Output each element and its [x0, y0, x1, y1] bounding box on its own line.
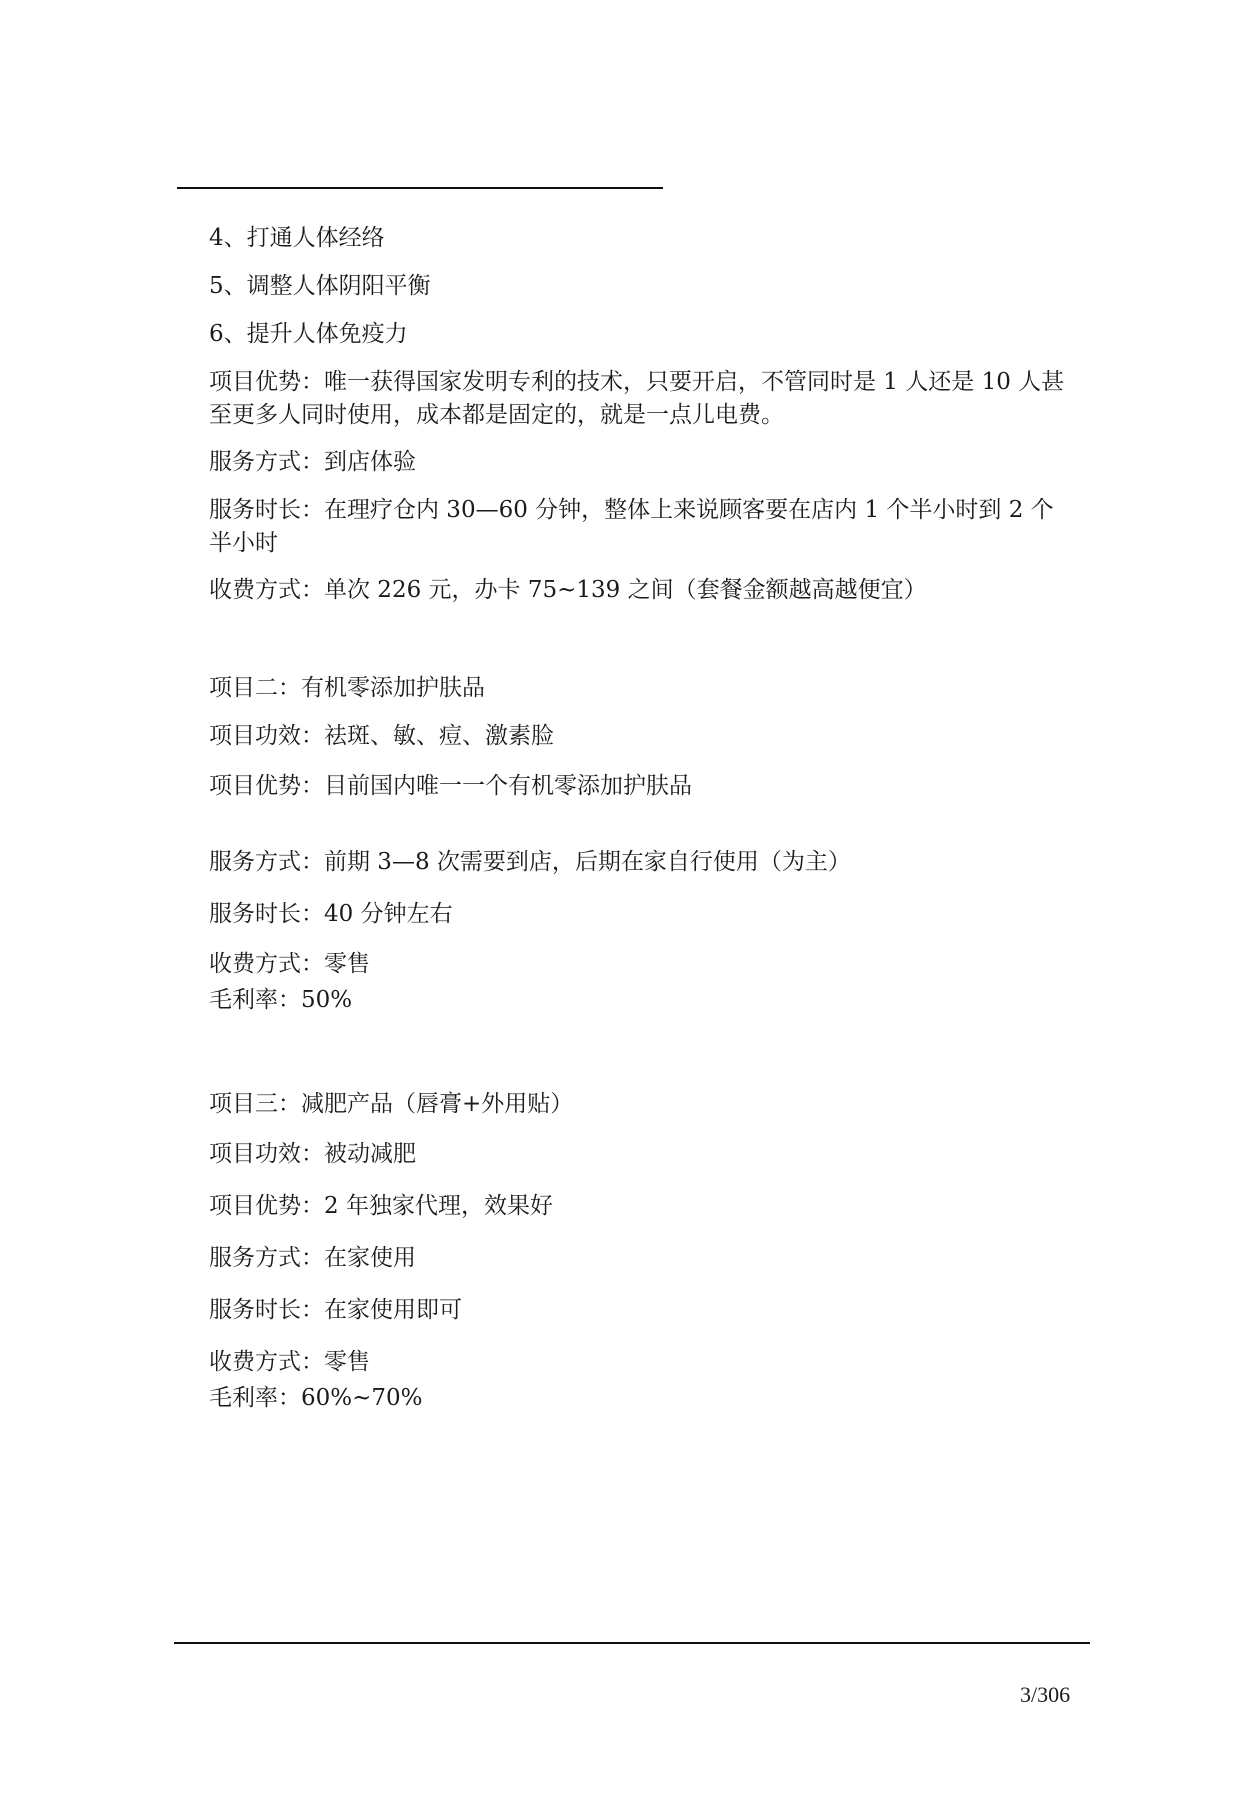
footer-rule [174, 1642, 1090, 1644]
project2-effect: 项目功效：祛斑、敏、痘、激素脸 [209, 723, 554, 749]
project2-service-duration: 服务时长：40 分钟左右 [209, 901, 453, 927]
project2-title: 项目二：有机零添加护肤品 [209, 675, 485, 701]
project2-service-method: 服务方式：前期 3—8 次需要到店，后期在家自行使用（为主） [209, 849, 851, 875]
benefit-item-5: 5、调整人体阴阳平衡 [209, 273, 431, 299]
project1-fee: 收费方式：单次 226 元，办卡 75~139 之间（套餐金额越高越便宜） [209, 577, 927, 603]
project2-margin: 毛利率：50% [209, 987, 353, 1013]
benefit-item-4: 4、打通人体经络 [209, 225, 385, 251]
header-rule [177, 187, 663, 189]
project3-advantage: 项目优势：2 年独家代理，效果好 [209, 1193, 553, 1219]
project1-service-method: 服务方式：到店体验 [209, 449, 416, 475]
project3-service-method: 服务方式：在家使用 [209, 1245, 416, 1271]
project3-effect: 项目功效：被动减肥 [209, 1141, 416, 1167]
project3-service-duration: 服务时长：在家使用即可 [209, 1297, 462, 1323]
project1-advantage: 项目优势：唯一获得国家发明专利的技术，只要开启，不管同时是 1 人还是 10 人甚至更多人同时使用，成本都是固定的，就是一点儿电费。 [209, 369, 1065, 428]
project3-margin: 毛利率：60%~70% [209, 1385, 423, 1411]
project3-fee: 收费方式：零售 [209, 1349, 370, 1375]
project1-service-duration: 服务时长：在理疗仓内 30—60 分钟，整体上来说顾客要在店内 1 个半小时到 2 个半小时 [209, 497, 1054, 556]
benefit-item-6: 6、提升人体免疫力 [209, 321, 408, 347]
project3-title: 项目三：减肥产品（唇膏+外用贴） [209, 1091, 574, 1117]
project2-advantage: 项目优势：目前国内唯一一个有机零添加护肤品 [209, 773, 692, 799]
project2-fee: 收费方式：零售 [209, 951, 370, 977]
page-number: 3/306 [1020, 1682, 1071, 1707]
